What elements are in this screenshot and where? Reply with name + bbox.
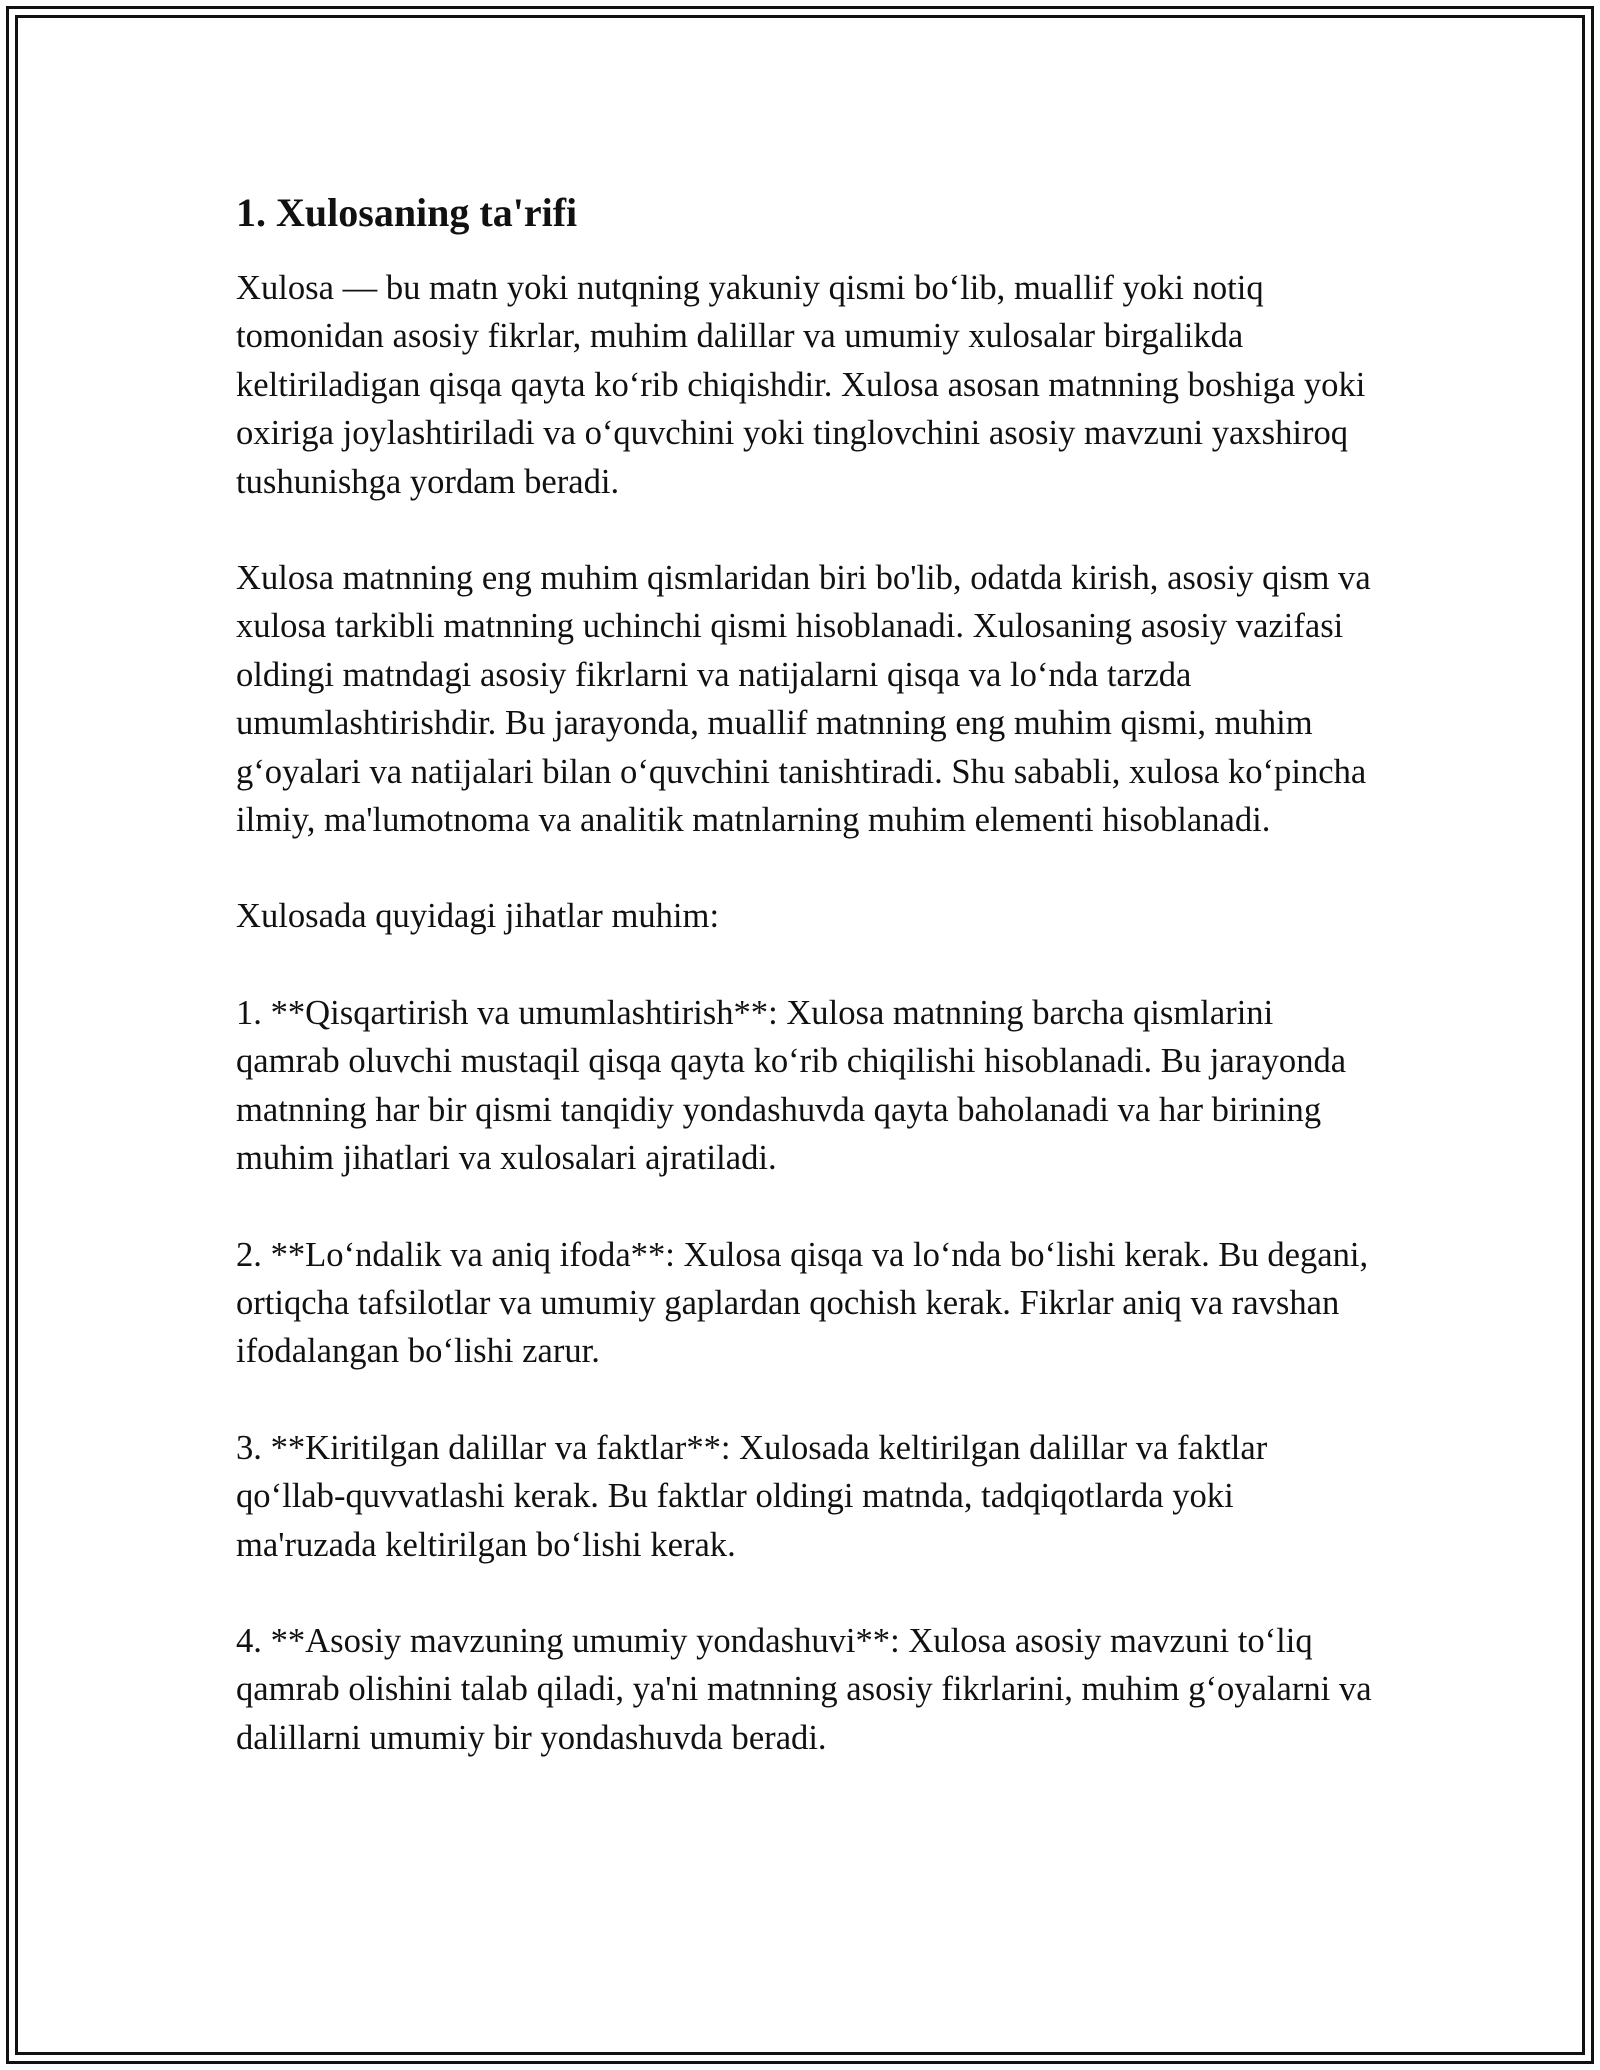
list-item-general-approach: 4. **Asosiy mavzuning umumiy yondashuvi**: Xulosa asosiy mavzuni to‘liq qamrab olishini talab qiladi, ya'ni matnning asosiy fikrlarini, muhim g‘oyalarni va dalillarni umumiy bir yondashuvda beradi. xyxy=(236,1621,1372,1757)
section-title: 1. Xulosaning ta'rifi xyxy=(236,190,578,235)
paragraph-structure: Xulosa matnning eng muhim qismlaridan biri bo'lib, odatda kirish, asosiy qism va xulosa tarkibli matnning uchinchi qismi hisoblanadi. Xulosaning asosiy vazifasi oldingi matndagi asosiy fikrlarni va natijalarni qisqa va lo‘nda tarzda umumlashtirishdir. Bu jarayonda, muallif matnning eng muhim qismi, muhim g‘oyalari va natijalari bilan o‘quvchini tanishtiradi. Shu sababli, xulosa ko‘pincha ilmiy, ma'lumotnoma va analitik matnlarning muhim elementi hisoblanadi. xyxy=(236,559,1371,840)
paragraph-aspects-intro: Xulosada quyidagi jihatlar muhim: xyxy=(236,897,720,936)
list-item-conciseness: 2. **Lo‘ndalik va aniq ifoda**: Xulosa qisqa va lo‘nda bo‘lishi kerak. Bu degani, ortiqcha tafsilotlar va umumiy gaplardan qochish kerak. Fikrlar aniq va ravshan ifodalangan bo‘lishi zarur. xyxy=(236,1235,1369,1371)
document-body xyxy=(236,180,1376,1762)
list-item-evidence: 3. **Kiritilgan dalillar va faktlar**: Xulosada keltirilgan dalillar va faktlar qo‘llab-quvvatlashi kerak. Bu faktlar oldingi matnda, tadqiqotlarda yoki ma'ruzada keltirilgan bo‘lishi kerak. xyxy=(236,1428,1268,1564)
list-item-summarization: 1. **Qisqartirish va umumlashtirish**: Xulosa matnning barcha qismlarini qamrab oluvchi mustaqil qisqa qayta ko‘rib chiqilishi hisoblanadi. Bu jarayonda matnning har bir qismi tanqidiy yondashuvda qayta baholanadi va har birining muhim jihatlari va xulosalari ajratiladi. xyxy=(236,993,1347,1178)
paragraph-definition: Xulosa — bu matn yoki nutqning yakuniy qismi bo‘lib, muallif yoki notiq tomonidan asosiy fikrlar, muhim dalillar va umumiy xulosalar birgalikda keltiriladigan qisqa qayta ko‘rib chiqishdir. Xulosa asosan matnning boshiga yoki oxiriga joylashtiriladi va o‘quvchini yoki tinglovchini asosiy mavzuni yaxshiroq tushunishga yordam beradi. xyxy=(236,269,1366,501)
